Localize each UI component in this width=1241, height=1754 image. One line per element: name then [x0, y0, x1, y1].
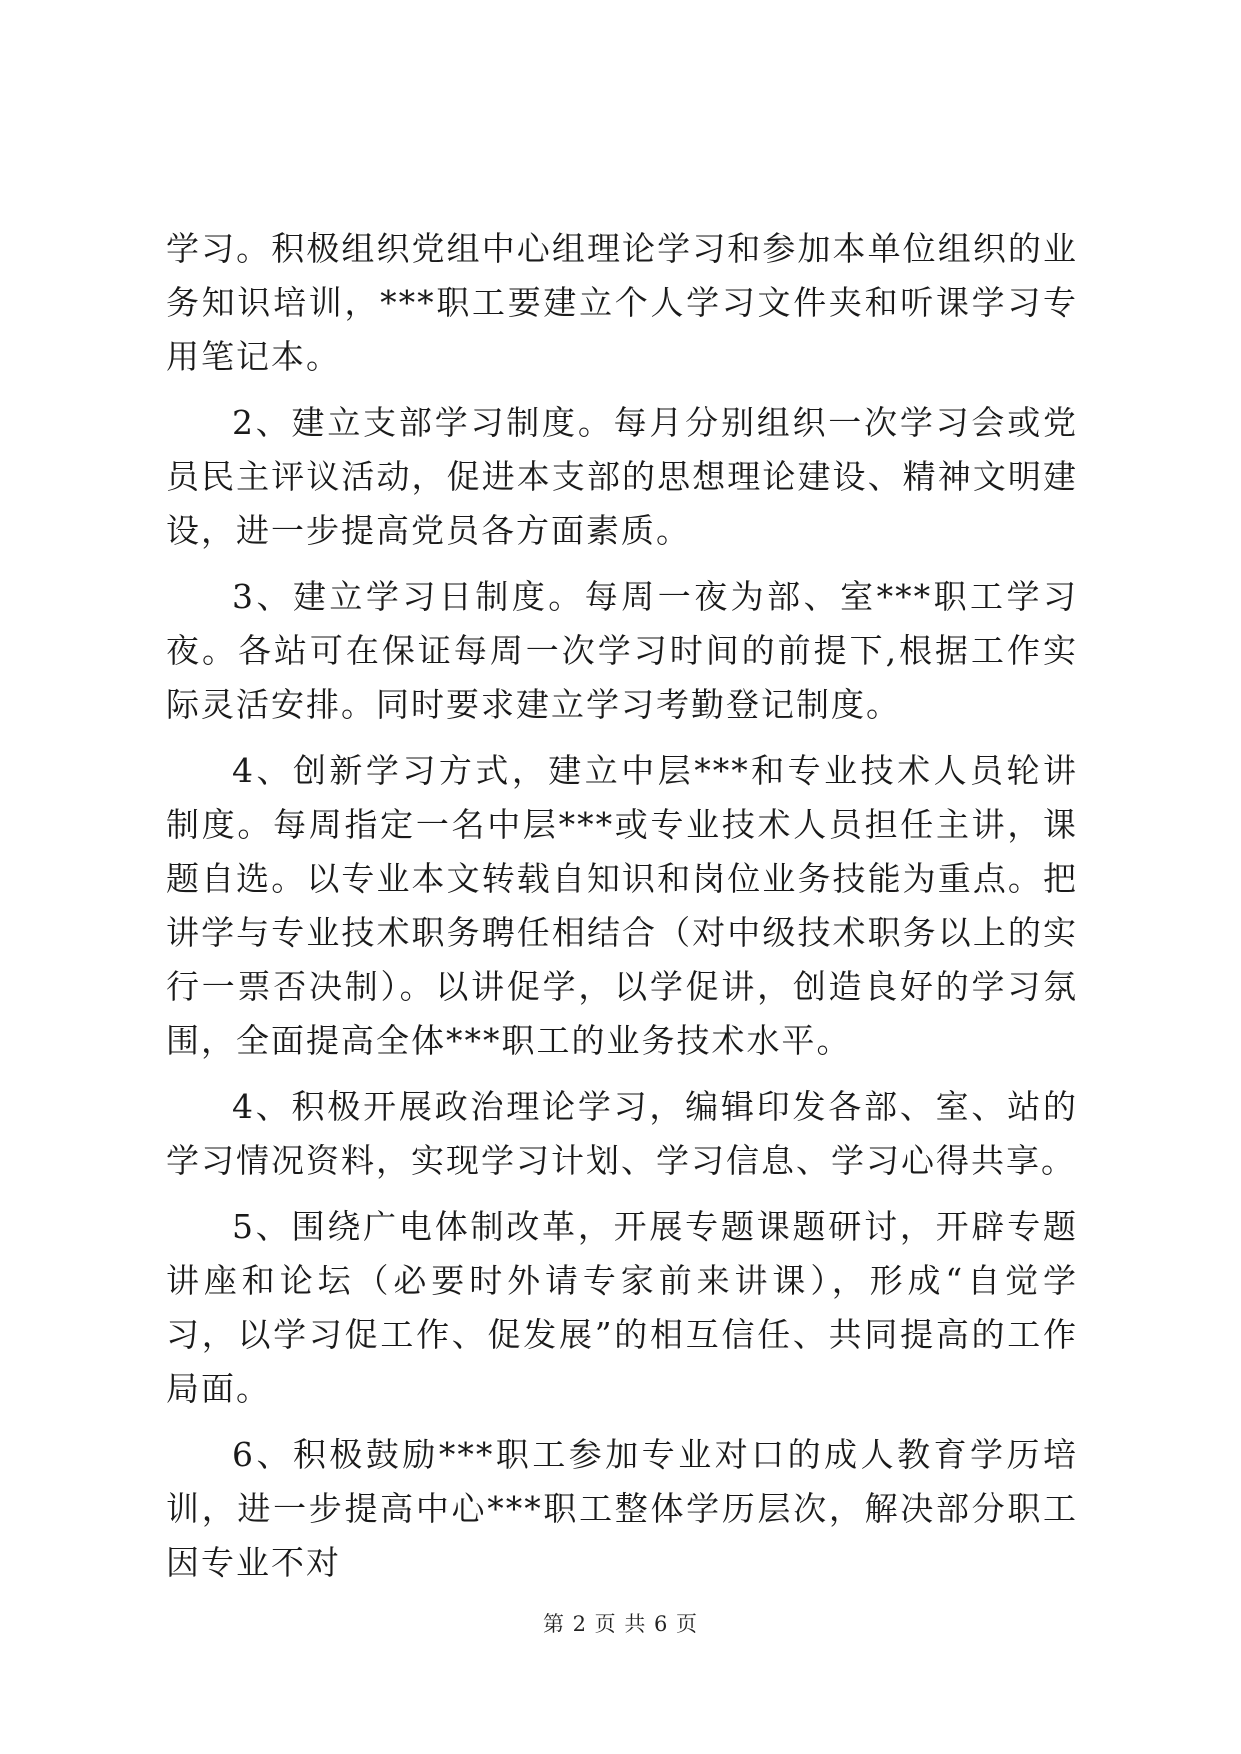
paragraph-item-3: 3、建立学习日制度。每周一夜为部、室***职工学习夜。各站可在保证每周一次学习时间的前提下,根据工作实际灵活安排。同时要求建立学习考勤登记制度。 [166, 577, 1078, 724]
paragraph-continuation: 学习。积极组织党组中心组理论学习和参加本单位组织的业务知识培训，***职工要建立个人学习文件夹和听课学习专用笔记本。 [166, 229, 1078, 376]
paragraph-item-4b: 4、积极开展政治理论学习，编辑印发各部、室、站的学习情况资料，实现学习计划、学习信息、学习心得共享。 [166, 1087, 1078, 1180]
paragraph-item-5: 5、围绕广电体制改革，开展专题课题研讨，开辟专题讲座和论坛（必要时外请专家前来讲课），形成“自觉学习，以学习促工作、促发展”的相互信任、共同提高的工作局面。 [166, 1207, 1078, 1408]
paragraph-item-6: 6、积极鼓励***职工参加专业对口的成人教育学历培训，进一步提高中心***职工整体学历层次，解决部分职工因专业不对 [166, 1435, 1078, 1582]
document-body [166, 222, 1078, 1602]
paragraph-item-2: 2、建立支部学习制度。每月分别组织一次学习会或党员民主评议活动，促进本支部的思想理论建设、精神文明建设，进一步提高党员各方面素质。 [166, 403, 1078, 550]
page-number-footer: 第 2 页 共 6 页 [542, 1612, 699, 1636]
paragraph-item-4a: 4、创新学习方式，建立中层***和专业技术人员轮讲制度。每周指定一名中层***或专业技术人员担任主讲，课题自选。以专业本文转载自知识和岗位业务技能为重点。把讲学与专业技术职务聘任相结合（对中级技术职务以上的实行一票否决制）。以讲促学，以学促讲，创造良好的学习氛围，全面提高全体***职工的业务技术水平。 [166, 751, 1078, 1060]
